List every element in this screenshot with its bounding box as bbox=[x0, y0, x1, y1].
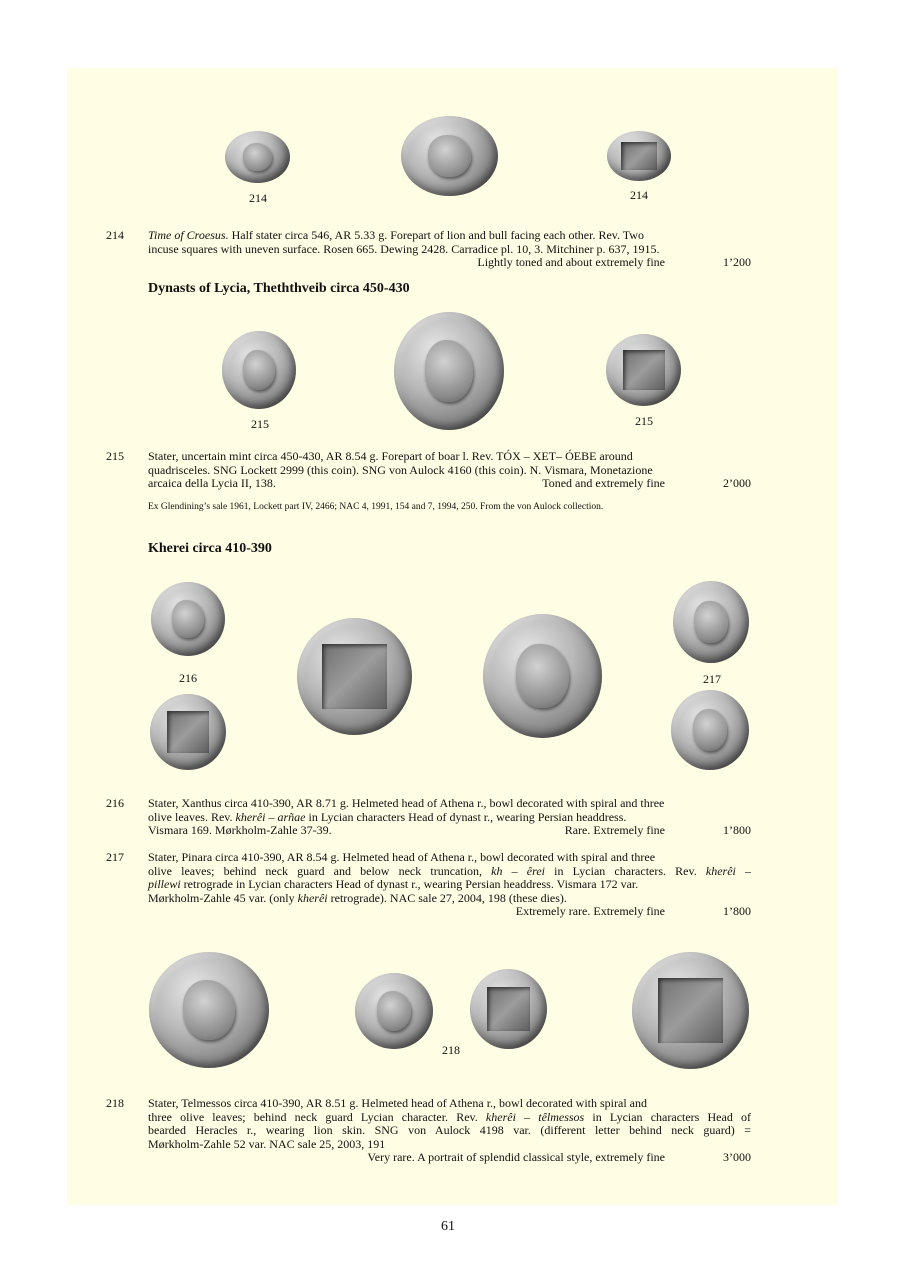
description-text: retrograde). NAC sale 27, 2004, 198 (these dies). bbox=[327, 890, 567, 905]
coin-215-reverse bbox=[606, 334, 681, 406]
description-text: Mørkholm-Zahle 45 var. (only bbox=[148, 890, 298, 905]
coin-216-obverse bbox=[151, 582, 225, 656]
lot-217 bbox=[106, 851, 796, 921]
description-text: retrograde in Lycian characters Head of dynast r., wearing Persian headdress. Vismara 172 var. bbox=[180, 877, 639, 892]
description-line: quadrisceles. SNG Lockett 2999 (this coin). SNG von Aulock 4160 (this coin). N. Vismara, Monetazione bbox=[148, 462, 653, 477]
lot-number: 216 bbox=[106, 796, 124, 810]
lycian-legend: kherêi – bbox=[705, 863, 751, 878]
description-line: Stater, Pinara circa 410-390, AR 8.54 g. Helmeted head of Athena r., bowl decorated with spiral and three bbox=[148, 850, 656, 864]
coin-216-reverse-large bbox=[297, 618, 412, 735]
lycian-legend: kherêi – têlmessos bbox=[485, 1109, 585, 1124]
coin-217-reverse bbox=[671, 690, 749, 770]
coin-214-obverse-large bbox=[401, 116, 498, 196]
lot-218 bbox=[106, 1097, 796, 1169]
lot-estimate: 1’200 bbox=[723, 255, 751, 270]
coin-214-obverse-small bbox=[225, 131, 290, 183]
lot-215 bbox=[106, 450, 796, 494]
description-line: Stater, Xanthus circa 410-390, AR 8.71 g. Helmeted head of Athena r., bowl decorated with spiral and three bbox=[148, 796, 665, 810]
plate-label-215-left: 215 bbox=[251, 417, 269, 431]
lot-description bbox=[148, 1097, 751, 1165]
coin-218-obverse bbox=[355, 973, 433, 1049]
description-line: Vismara 169. Mørkholm-Zahle 37-39. bbox=[148, 823, 332, 838]
lot-214 bbox=[106, 229, 796, 273]
description-text: olive leaves; behind neck guard and below neck truncation, bbox=[148, 863, 492, 878]
lycian-legend: kh – êrei bbox=[491, 863, 545, 878]
lot-description bbox=[148, 229, 751, 270]
lot-number: 215 bbox=[106, 449, 124, 463]
page-number: 61 bbox=[441, 1219, 455, 1234]
lot-number: 218 bbox=[106, 1096, 124, 1110]
plate-label-216: 216 bbox=[179, 671, 197, 685]
description-text: in Lycian characters Head of dynast r., wearing Persian headdress. bbox=[305, 809, 627, 824]
lot-grade: Extremely rare. Extremely fine bbox=[515, 904, 665, 919]
section-heading-lycia: Dynasts of Lycia, Theththveib circa 450-430 bbox=[148, 281, 410, 296]
lot-215-provenance: Ex Glendining’s sale 1961, Lockett part IV, 2466; NAC 4, 1991, 154 and 7, 1994, 250. From the von Aulock collection. bbox=[148, 502, 604, 512]
description-line: Half stater circa 546, AR 5.33 g. Forepart of lion and bull facing each other. Rev. Two bbox=[228, 228, 644, 242]
description-line: bearded Heracles r., wearing lion skin. SNG von Aulock 4198 var. (different letter behind neck guard) = bbox=[148, 1123, 751, 1138]
coin-215-obverse-small bbox=[222, 331, 296, 409]
plate-label-217: 217 bbox=[703, 672, 721, 686]
lycian-legend: kherêi bbox=[297, 890, 328, 905]
plate-label-214-left: 214 bbox=[249, 191, 267, 205]
lot-grade: Very rare. A portrait of splendid classical style, extremely fine bbox=[367, 1150, 665, 1165]
lot-number: 217 bbox=[106, 850, 124, 864]
section-heading-kherei: Kherei circa 410-390 bbox=[148, 541, 272, 556]
lot-estimate: 2’000 bbox=[723, 476, 751, 491]
plate-label-214-right: 214 bbox=[630, 188, 648, 202]
coin-217-reverse-large bbox=[483, 614, 602, 738]
lot-description bbox=[148, 851, 751, 919]
description-line: arcaica della Lycia II, 138. bbox=[148, 476, 276, 491]
description-line: Stater, Telmessos circa 410-390, AR 8.51 g. Helmeted head of Athena r., bowl decorated with spiral and bbox=[148, 1096, 648, 1110]
lot-grade: Lightly toned and about extremely fine bbox=[477, 255, 665, 270]
description-line: Mørkholm-Zahle 52 var. NAC sale 25, 2003, 191 bbox=[148, 1136, 386, 1151]
lot-number: 214 bbox=[106, 228, 124, 242]
description-text: three olive leaves; behind neck guard Lycian character. Rev. bbox=[148, 1109, 486, 1124]
lot-description bbox=[148, 450, 751, 491]
lot-216 bbox=[106, 797, 796, 841]
lot-period: Time of Croesus. bbox=[148, 228, 229, 242]
description-line: Stater, uncertain mint circa 450-430, AR 8.54 g. Forepart of boar l. Rev. TÓX – XET– ÓEBE around bbox=[148, 449, 633, 463]
lot-estimate: 3’000 bbox=[723, 1150, 751, 1165]
coin-214-reverse bbox=[607, 131, 671, 181]
lot-estimate: 1’800 bbox=[723, 823, 751, 838]
lot-description bbox=[148, 797, 751, 838]
description-line: incuse squares with uneven surface. Rosen 665. Dewing 2428. Carradice pl. 10, 3. Mitchiner p. 637, 1915. bbox=[148, 241, 660, 256]
description-text: olive leaves. Rev. bbox=[148, 809, 236, 824]
coin-215-obverse-large bbox=[394, 312, 504, 430]
lycian-legend: pillewi bbox=[148, 877, 181, 892]
lot-grade: Rare. Extremely fine bbox=[564, 823, 665, 838]
coin-218-reverse bbox=[470, 969, 547, 1049]
lycian-legend: kherêi – arñae bbox=[235, 809, 306, 824]
description-text: in Lycian characters. Rev. bbox=[545, 863, 706, 878]
coin-217-obverse bbox=[673, 581, 749, 663]
plate-label-215-right: 215 bbox=[635, 414, 653, 428]
plate-label-218: 218 bbox=[442, 1043, 460, 1057]
coin-218-reverse-large bbox=[632, 952, 749, 1069]
lot-estimate: 1’800 bbox=[723, 904, 751, 919]
lot-grade: Toned and extremely fine bbox=[542, 476, 665, 491]
description-text: in Lycian characters Head of bbox=[584, 1109, 751, 1124]
coin-218-obverse-large bbox=[149, 952, 269, 1068]
coin-216-reverse bbox=[150, 694, 226, 770]
